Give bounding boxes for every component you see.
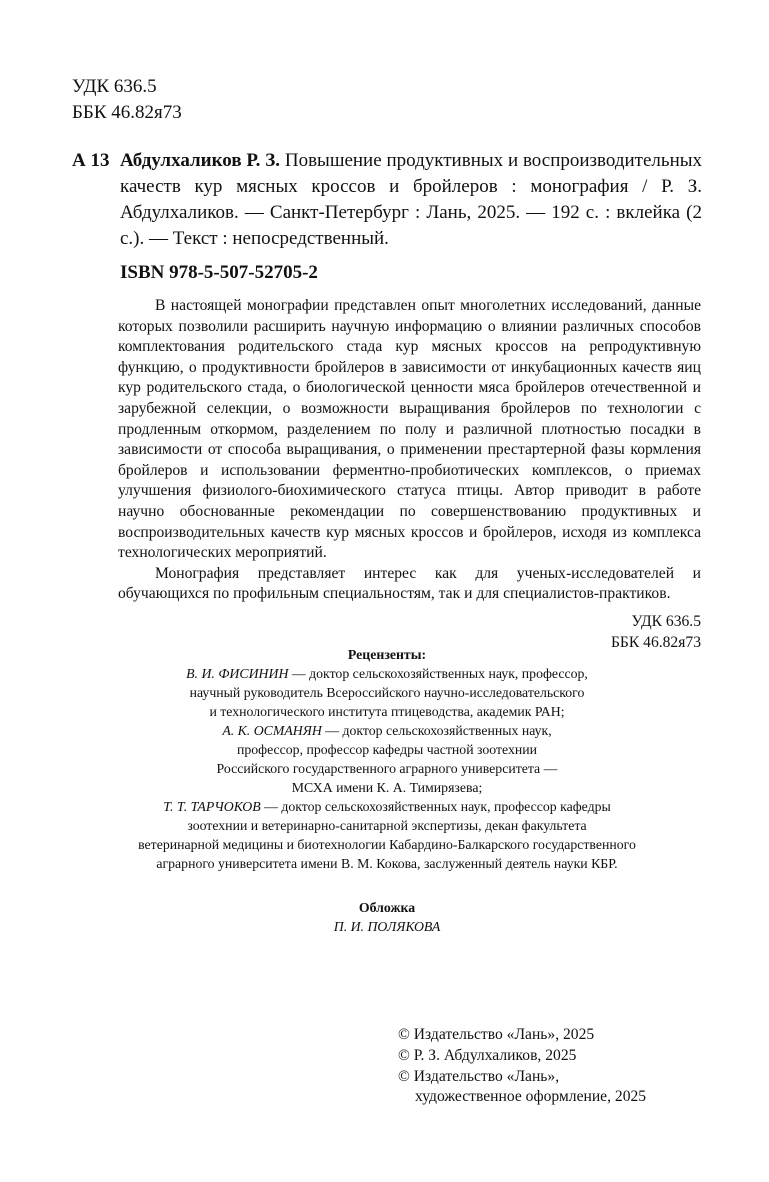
reviewer-1-line-3: и технологического института птицеводства, академик РАН;	[209, 704, 565, 719]
annotation-paragraph-1: В настоящей монографии представлен опыт многолетних исследований, данные которых позволили расширить научную информацию о влиянии различных способов комплектования родительского стада кур мясных кроссов на репродуктивную функцию, о продуктивности бройлеров в зависимости от инкубационных качеств яиц кур родительского стада, о биологической ценности мяса бройлеров отечественной и зарубежной селекции, о возможности выращивания бройлеров по технологии с продленным откормом, разделением по полу и различной плотностью посадки в зависимости от способа выращивания, о применении престартерной фазы кормления бройлеров и использовании ферментно-пробиотических комплексов, о приемах улучшения физиолого-биохимического статуса птицы. Автор приводит в работе научно обоснованные рекомендации по совершенствованию продуктивных и воспроизводительных качеств кур мясных кроссов и бройлеров, исходя из комплекса технологических мероприятий.	[118, 297, 701, 562]
bibliographic-description	[120, 148, 702, 252]
reviewer-2-line-2: профессор, профессор кафедры частной зоотехнии	[236, 742, 538, 757]
cover-designer: П. И. ПОЛЯКОВА	[333, 919, 441, 934]
reviewer-2-line-4: МСХА имени К. А. Тимирязева;	[291, 780, 483, 795]
description-text: Повышение продуктивных и воспроизводительных качеств кур мясных кроссов и бройлеров : монография / Р. З. Абдулхаликов. — Санкт-Петербург : Лань, 2025. — 192 с. : вклейка (2 с.). — Текст : непосредственный.	[120, 150, 702, 249]
copyright-line-3: © Издательство «Лань»,	[398, 1067, 560, 1085]
author-mark: А 13	[72, 150, 110, 171]
udk-bbk-header	[72, 74, 182, 126]
udk-code: УДК 636.5	[72, 76, 157, 97]
reviewer-3-line-1: — доктор сельскохозяйственных наук, профессор кафедры	[260, 799, 611, 814]
isbn: ISBN 978-5-507-52705-2	[120, 262, 318, 283]
reviewer-2	[72, 721, 702, 740]
bbk-code: ББК 46.82я73	[72, 102, 182, 123]
reviewer-3	[72, 797, 702, 816]
reviewer-3-name: Т. Т. ТАРЧОКОВ	[163, 799, 261, 814]
reviewer-1-line-2: научный руководитель Всероссийского научно-исследовательского	[189, 685, 585, 700]
bibliographic-entry	[72, 148, 702, 286]
reviewers-heading: Рецензенты:	[347, 647, 427, 662]
copyright-block	[398, 1025, 646, 1108]
reviewer-3-line-3: ветеринарной медицины и биотехнологии Кабардино-Балкарского государственного	[138, 837, 636, 852]
reviewer-2-line-1: — доктор сельскохозяйственных наук,	[321, 723, 552, 738]
reviewer-3-line-4: аграрного университета имени В. М. Кокова, заслуженный деятель науки КБР.	[156, 856, 618, 871]
reviewer-1	[72, 664, 702, 683]
reviewer-1-name: В. И. ФИСИНИН	[186, 666, 289, 681]
annotation	[118, 296, 701, 653]
annotation-udk: УДК 636.5	[631, 612, 701, 630]
reviewer-2-name: А. К. ОСМАНЯН	[222, 723, 322, 738]
cover-heading: Обложка	[358, 900, 416, 915]
author-name: Абдулхаликов Р. З.	[120, 150, 281, 171]
copyright-line-2: © Р. З. Абдулхаликов, 2025	[398, 1046, 577, 1064]
reviewers-section	[72, 645, 702, 873]
annotation-bbk: ББК 46.82я73	[610, 633, 701, 651]
reviewer-2-line-3: Российского государственного аграрного университета —	[216, 761, 558, 776]
copyright-line-4: художественное оформление, 2025	[415, 1088, 647, 1106]
copyright-line-1: © Издательство «Лань», 2025	[398, 1026, 595, 1043]
reviewer-3-line-2: зоотехнии и ветеринарно-санитарной экспертизы, декан факультета	[187, 818, 587, 833]
cover-credit	[72, 898, 702, 936]
annotation-paragraph-2: Монография представляет интерес как для ученых-исследователей и обучающихся по профильным специальностям, так и для специалистов-практиков.	[118, 564, 701, 603]
reviewer-1-line-1: — доктор сельскохозяйственных наук, профессор,	[288, 666, 588, 681]
